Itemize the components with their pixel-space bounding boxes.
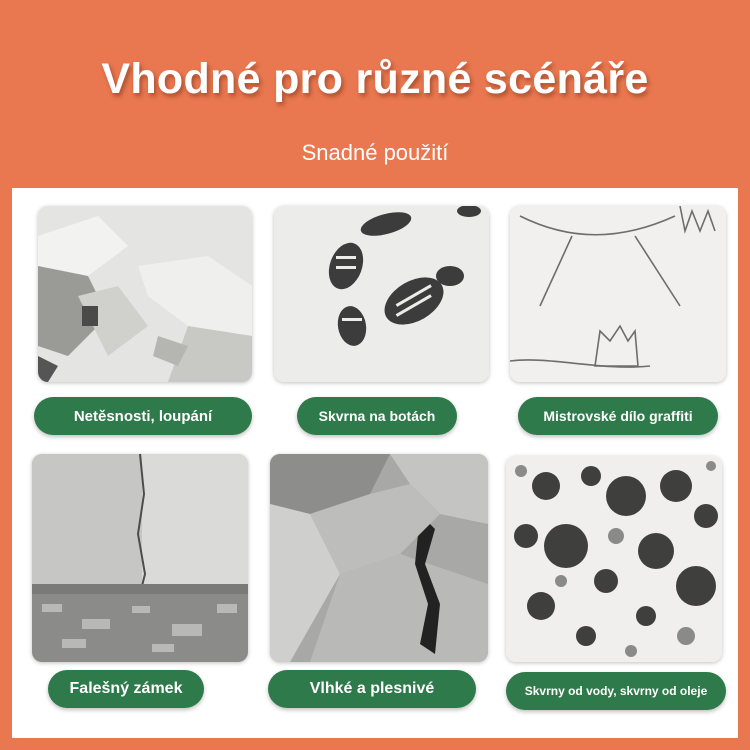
damp-wall-image: [270, 454, 488, 662]
cracked-wall-image: [32, 454, 248, 662]
scenario-label-damp-moldy: Vlhké a plesnivé: [268, 670, 476, 708]
page-subtitle: Snadné použití: [301, 140, 449, 165]
stained-wall-image: [506, 456, 722, 662]
header: [0, 0, 750, 188]
graffiti-wall-image: [510, 206, 726, 382]
page-title: Vhodné pro různé scénáře: [101, 55, 649, 103]
scenario-label-graffiti: Mistrovské dílo graffiti: [518, 397, 718, 435]
peeling-wall-image: [38, 206, 252, 382]
scenario-label-false-lock: Falešný zámek: [48, 670, 204, 708]
scenario-label-shoe-stain: Skvrna na botách: [297, 397, 457, 435]
scenario-grid: [12, 188, 738, 738]
shoe-prints-image: [274, 206, 489, 382]
scenario-label-water-oil-stains: Skvrny od vody, skvrny od oleje: [506, 672, 726, 710]
scenario-label-peeling: Netěsnosti, loupání: [34, 397, 252, 435]
